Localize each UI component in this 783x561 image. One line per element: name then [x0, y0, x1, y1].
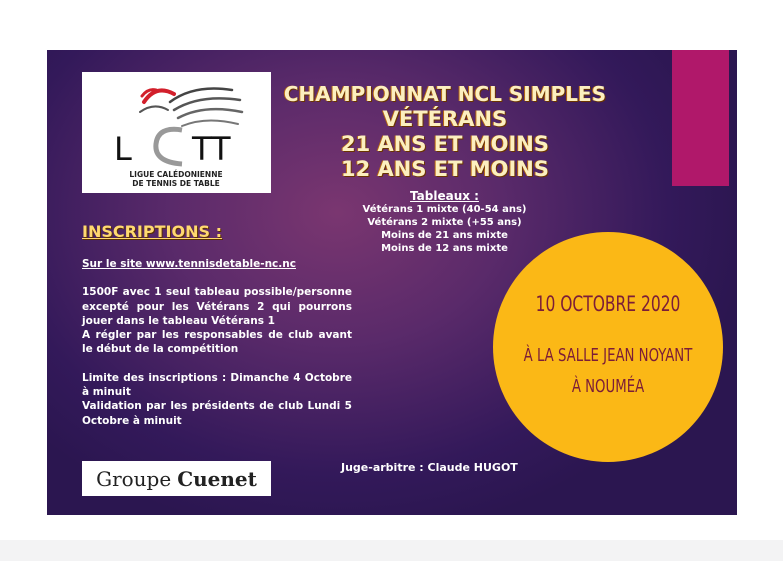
registration-deadline: Limite des inscriptions : Dimanche 4 Octobre à minuit	[82, 371, 352, 399]
title-line-3: 21 ANS ET MOINS	[340, 132, 550, 156]
event-date-circle	[493, 232, 723, 462]
registration-payment: A régler par les responsables de club avant le début de la compétition	[82, 329, 352, 356]
venue-line-2: À NOUMÉA	[571, 376, 645, 397]
poster-slide	[47, 50, 737, 515]
logo-letters-tt: TT	[192, 130, 231, 168]
title-line-4: 12 ANS ET MOINS	[340, 157, 550, 181]
tableaux-item: Vétérans 2 mixte (+55 ans)	[367, 217, 522, 228]
tableaux-item: Moins de 21 ans mixte	[381, 230, 508, 241]
tableaux-heading: Tableaux :	[410, 189, 479, 203]
referee-line: Juge-arbitre : Claude HUGOT	[341, 461, 518, 474]
logo-caption-line2: DE TENNIS DE TABLE	[132, 179, 220, 188]
tableaux-item: Moins de 12 ans mixte	[381, 243, 508, 254]
logo-caption-line1: LIGUE CALÉDONIENNE	[129, 170, 223, 179]
event-venue	[514, 340, 703, 402]
tableaux-list	[337, 189, 552, 255]
registration-price: 1500F avec 1 seul tableau possible/personne excepté pour les Vétérans 2 qui pourrons jouer dans le tableau Vétérans 1	[82, 286, 352, 327]
championship-title	[265, 82, 625, 182]
inscriptions-details	[82, 257, 352, 428]
sponsor-word-1: Groupe	[96, 466, 172, 491]
lctt-logo	[82, 72, 271, 193]
rooster-logo-icon	[140, 89, 242, 127]
sponsor-word-2: Cuenet	[177, 466, 257, 491]
bottom-strip	[0, 540, 783, 561]
title-line-1: CHAMPIONNAT NCL SIMPLES	[283, 82, 607, 106]
c-swoosh-icon	[156, 129, 182, 164]
accent-bar	[672, 50, 729, 186]
registration-site: Sur le site www.tennisdetable-nc.nc	[82, 258, 296, 270]
title-line-2: VÉTÉRANS	[382, 107, 508, 131]
logo-letter-l: L	[114, 130, 132, 168]
event-date: 10 OCTOBRE 2020	[535, 292, 681, 316]
tableaux-item: Vétérans 1 mixte (40-54 ans)	[362, 204, 527, 215]
sponsor-logo	[82, 461, 271, 496]
inscriptions-heading: INSCRIPTIONS :	[82, 222, 222, 241]
venue-line-1: À LA SALLE JEAN NOYANT	[523, 345, 693, 366]
registration-validation: Validation par les présidents de club Lundi 5 Octobre à minuit	[82, 400, 352, 427]
